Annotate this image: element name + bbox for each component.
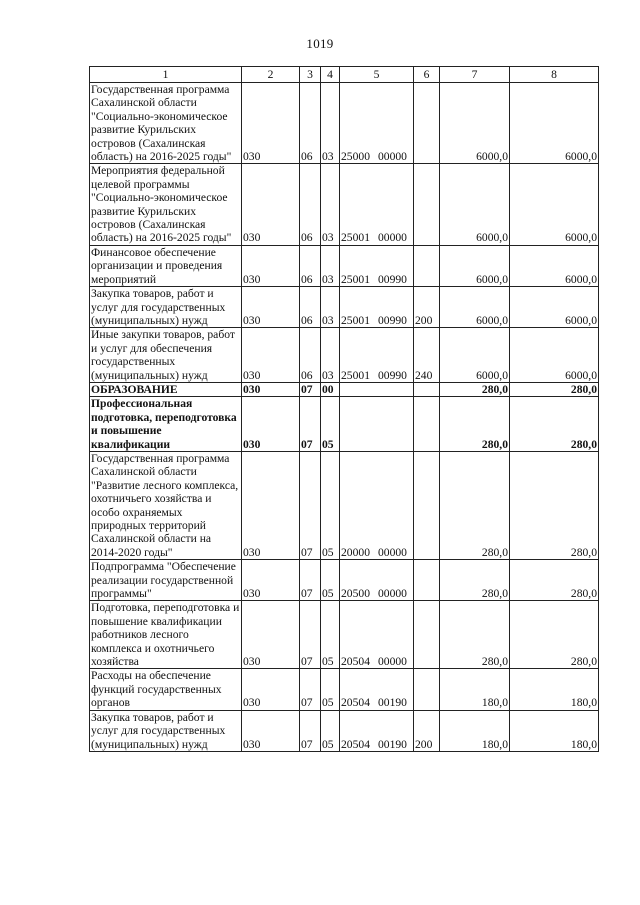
target-code-part: 00000 <box>377 545 407 559</box>
table-row <box>90 669 599 710</box>
row-name: Расходы на обеспечение функций государственных органов <box>90 669 242 710</box>
ministry-code: 030 <box>242 164 300 245</box>
row-name: Государственная программа Сахалинской области "Развитие лесного комплекса, охотничьего хозяйства и особо охраняемых природных территорий Сахалинской области на 2014-2020 годы" <box>90 451 242 559</box>
ministry-code: 030 <box>242 560 300 601</box>
expense-type-code <box>414 382 440 396</box>
target-article-code <box>340 451 414 559</box>
ministry-code: 030 <box>242 669 300 710</box>
ministry-code: 030 <box>242 83 300 164</box>
section-code: 06 <box>300 328 321 383</box>
target-article-code <box>340 397 414 452</box>
amount-cell: 6000,0 <box>510 164 599 245</box>
target-code-part: 20000 <box>341 545 370 559</box>
ministry-code: 030 <box>242 245 300 286</box>
column-header: 5 <box>340 67 414 83</box>
amount-cell: 6000,0 <box>440 328 510 383</box>
amount-cell: 180,0 <box>510 710 599 751</box>
expense-type-code <box>414 669 440 710</box>
subsection-code: 05 <box>321 601 340 669</box>
table-row <box>90 397 599 452</box>
subsection-code: 05 <box>321 710 340 751</box>
subsection-code: 05 <box>321 560 340 601</box>
amount-cell: 6000,0 <box>440 164 510 245</box>
amount-cell: 180,0 <box>440 710 510 751</box>
amount-cell: 6000,0 <box>510 245 599 286</box>
column-header: 8 <box>510 67 599 83</box>
subsection-code: 03 <box>321 83 340 164</box>
target-code-part: 20500 <box>341 587 370 601</box>
table-row <box>90 328 599 383</box>
expense-type-code <box>414 560 440 601</box>
section-code: 07 <box>300 560 321 601</box>
expense-type-code <box>414 245 440 286</box>
subsection-code: 03 <box>321 245 340 286</box>
target-article-code <box>340 710 414 751</box>
target-article-code <box>340 382 414 396</box>
expense-type-code <box>414 164 440 245</box>
ministry-code: 030 <box>242 287 300 328</box>
subsection-code: 03 <box>321 164 340 245</box>
section-code: 06 <box>300 164 321 245</box>
row-name: Государственная программа Сахалинской области "Социально-экономическое развитие Курильских островов (Сахалинская область) на 2016-2025 годы" <box>90 83 242 164</box>
table-row <box>90 560 599 601</box>
expense-type-code <box>414 397 440 452</box>
target-article-code <box>340 669 414 710</box>
table-row <box>90 164 599 245</box>
expense-type-code: 200 <box>414 287 440 328</box>
target-article-code <box>340 164 414 245</box>
target-code-part: 25001 <box>341 313 370 327</box>
amount-cell: 6000,0 <box>510 328 599 383</box>
section-code: 07 <box>300 397 321 452</box>
amount-cell: 280,0 <box>440 601 510 669</box>
expense-type-code: 200 <box>414 710 440 751</box>
column-number-row <box>90 67 599 83</box>
ministry-code: 030 <box>242 328 300 383</box>
target-code-part: 00990 <box>377 313 407 327</box>
column-header: 4 <box>321 67 340 83</box>
amount-cell: 280,0 <box>440 382 510 396</box>
expense-type-code <box>414 451 440 559</box>
row-name: Финансовое обеспечение организации и проведения мероприятий <box>90 245 242 286</box>
amount-cell: 280,0 <box>440 451 510 559</box>
row-name: ОБРАЗОВАНИЕ <box>90 382 242 396</box>
target-code-part: 25001 <box>341 368 370 382</box>
section-code: 07 <box>300 382 321 396</box>
subsection-code: 00 <box>321 382 340 396</box>
amount-cell: 280,0 <box>510 382 599 396</box>
row-name: Закупка товаров, работ и услуг для государственных (муниципальных) нужд <box>90 287 242 328</box>
target-code-part: 25001 <box>341 272 370 286</box>
amount-cell: 280,0 <box>440 560 510 601</box>
table-row <box>90 601 599 669</box>
row-name: Подпрограмма "Обеспечение реализации государственной программы" <box>90 560 242 601</box>
table-row <box>90 451 599 559</box>
subsection-code: 05 <box>321 451 340 559</box>
amount-cell: 6000,0 <box>440 83 510 164</box>
amount-cell: 6000,0 <box>440 287 510 328</box>
row-name: Иные закупки товаров, работ и услуг для обеспечения государственных (муниципальных) нужд <box>90 328 242 383</box>
target-code-part: 00000 <box>377 587 407 601</box>
amount-cell: 180,0 <box>440 669 510 710</box>
table-body <box>90 83 599 752</box>
section-code: 07 <box>300 451 321 559</box>
column-header: 6 <box>414 67 440 83</box>
target-code-part: 00000 <box>377 655 407 669</box>
amount-cell: 6000,0 <box>440 245 510 286</box>
amount-cell: 280,0 <box>510 560 599 601</box>
target-code-part: 00990 <box>377 368 407 382</box>
amount-cell: 280,0 <box>440 397 510 452</box>
row-name: Подготовка, переподготовка и повышение квалификации работников лесного комплекса и охотничьего хозяйства <box>90 601 242 669</box>
page-number: 1019 <box>306 36 334 51</box>
section-code: 07 <box>300 669 321 710</box>
target-code-part: 00000 <box>377 231 407 245</box>
amount-cell: 280,0 <box>510 451 599 559</box>
section-code: 06 <box>300 287 321 328</box>
target-article-code <box>340 245 414 286</box>
ministry-code: 030 <box>242 601 300 669</box>
row-name: Профессиональная подготовка, переподготовка и повышение квалификации <box>90 397 242 452</box>
target-article-code <box>340 328 414 383</box>
target-article-code <box>340 560 414 601</box>
row-name: Мероприятия федеральной целевой программы "Социально-экономическое развитие Курильских островов (Сахалинская область) на 2016-2025 годы" <box>90 164 242 245</box>
subsection-code: 03 <box>321 328 340 383</box>
target-code-part: 00990 <box>377 272 407 286</box>
table-row <box>90 710 599 751</box>
subsection-code: 03 <box>321 287 340 328</box>
expense-type-code <box>414 83 440 164</box>
amount-cell: 280,0 <box>510 397 599 452</box>
target-article-code <box>340 287 414 328</box>
subsection-code: 05 <box>321 397 340 452</box>
target-code-part: 20504 <box>341 696 370 710</box>
section-code: 07 <box>300 601 321 669</box>
target-code-part: 00000 <box>377 150 407 164</box>
amount-cell: 6000,0 <box>510 287 599 328</box>
target-code-part: 00190 <box>377 737 407 751</box>
target-code-part: 00190 <box>377 696 407 710</box>
target-article-code <box>340 601 414 669</box>
target-code-part: 25000 <box>341 150 370 164</box>
target-code-part: 25001 <box>341 231 370 245</box>
ministry-code: 030 <box>242 382 300 396</box>
target-code-part: 20504 <box>341 655 370 669</box>
ministry-code: 030 <box>242 710 300 751</box>
table-row <box>90 83 599 164</box>
column-header: 2 <box>242 67 300 83</box>
column-header: 7 <box>440 67 510 83</box>
table-row <box>90 245 599 286</box>
expense-type-code: 240 <box>414 328 440 383</box>
amount-cell: 280,0 <box>510 601 599 669</box>
subsection-code: 05 <box>321 669 340 710</box>
section-code: 07 <box>300 710 321 751</box>
table-row <box>90 287 599 328</box>
amount-cell: 6000,0 <box>510 83 599 164</box>
budget-table <box>89 66 599 752</box>
target-article-code <box>340 83 414 164</box>
table-row <box>90 382 599 396</box>
expense-type-code <box>414 601 440 669</box>
column-header: 1 <box>90 67 242 83</box>
ministry-code: 030 <box>242 451 300 559</box>
amount-cell: 180,0 <box>510 669 599 710</box>
ministry-code: 030 <box>242 397 300 452</box>
column-header: 3 <box>300 67 321 83</box>
section-code: 06 <box>300 245 321 286</box>
target-code-part: 20504 <box>341 737 370 751</box>
section-code: 06 <box>300 83 321 164</box>
row-name: Закупка товаров, работ и услуг для государственных (муниципальных) нужд <box>90 710 242 751</box>
